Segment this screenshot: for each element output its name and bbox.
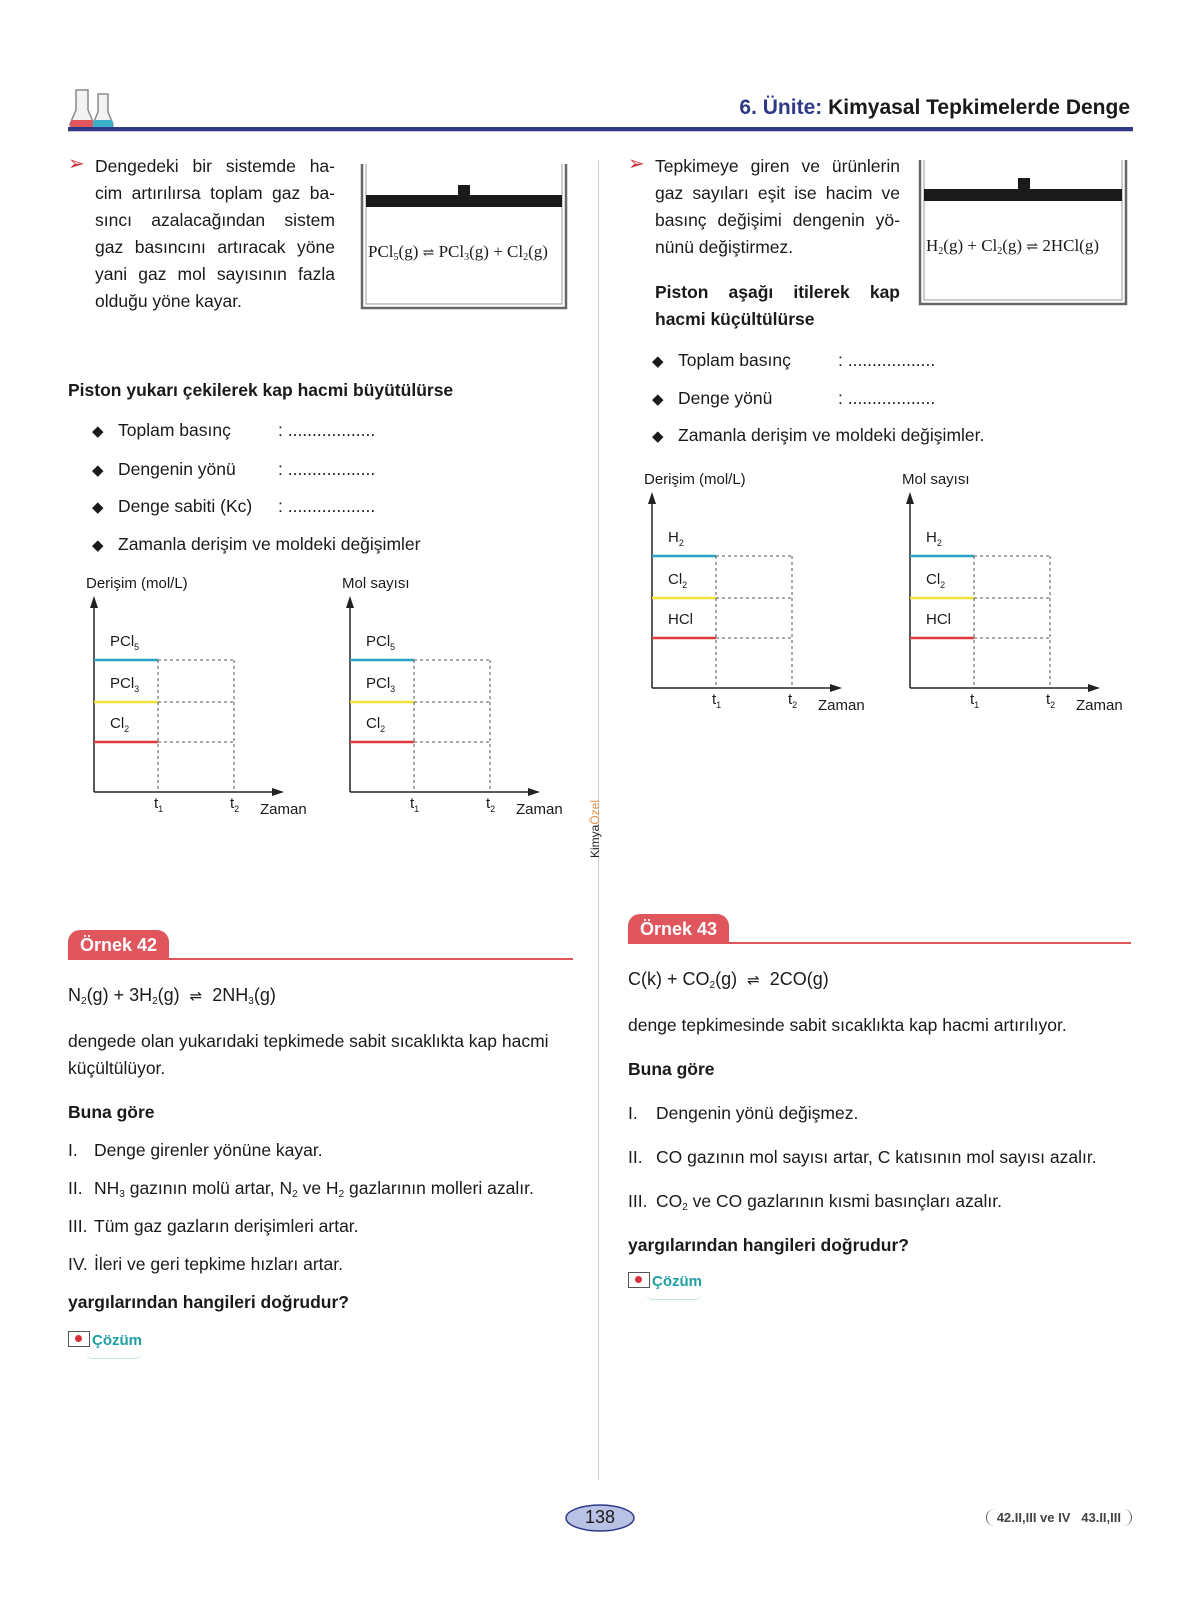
item-text: gazlarının molleri azalır. xyxy=(344,1178,534,1198)
intro-line: gaz basıncını artıracak yöne xyxy=(95,237,335,257)
series-label: $Cl_2$ xyxy=(926,571,946,590)
t2-label: $t_2$ xyxy=(1046,691,1056,710)
eq-sub: 2 xyxy=(709,980,716,991)
header-title xyxy=(739,96,1130,120)
series-label: HCl xyxy=(926,611,951,628)
example-43-question: yargılarından hangileri doğrudur? xyxy=(628,1235,909,1255)
item-number: III. xyxy=(68,1216,88,1236)
answer-42: 42.II,III ve IV xyxy=(996,1510,1071,1525)
graph-svg xyxy=(902,470,1142,720)
eq-sub: 2 xyxy=(938,246,944,257)
unit-title: Kimyasal Tepkimelerde Denge xyxy=(828,96,1130,119)
y-axis-label: Derişim (mol/L) xyxy=(86,575,188,592)
bullet-value: : .................. xyxy=(278,459,376,479)
vessel-equation xyxy=(926,236,1099,256)
intro-line: Tepkimeye giren ve ürünlerin xyxy=(655,156,900,176)
example-43-buna-gore: Buna göre xyxy=(628,1059,715,1079)
y-axis-arrow-icon xyxy=(648,492,656,504)
left-bullet xyxy=(92,418,376,444)
series-label: $H_2$ xyxy=(926,529,942,548)
eq-term: (g) xyxy=(715,969,738,989)
bullet-value: : .................. xyxy=(838,350,936,370)
intro-line: basınç değişimi dengenin yö- xyxy=(655,210,900,230)
unit-label: 6. Ünite: xyxy=(739,96,823,119)
example-43-solution-button[interactable] xyxy=(628,1272,702,1290)
video-icon xyxy=(68,1331,90,1347)
graph-mol-left xyxy=(342,574,582,824)
left-intro-arrow-icon: ➢ xyxy=(68,153,85,175)
eq-term: 2CO(g) xyxy=(769,969,829,989)
page-number: 138 xyxy=(584,1507,616,1527)
eq-term: H xyxy=(926,236,939,255)
intro-line: nünü değiştirmez. xyxy=(655,237,794,257)
eq-term: PCl xyxy=(438,242,465,261)
diamond-bullet-icon: ◆ xyxy=(92,499,104,516)
example-43-description: denge tepkimesinde sabit sıcaklıkta kap hacmi artırılıyor. xyxy=(628,1015,1067,1035)
example-43-item xyxy=(628,1100,858,1127)
x-axis-label: Zaman xyxy=(1076,697,1123,714)
item-number: IV. xyxy=(68,1254,88,1274)
left-bullet xyxy=(92,457,376,483)
right-bullet xyxy=(652,348,936,374)
t1-label: $t_1$ xyxy=(154,795,164,814)
example-43-rule xyxy=(628,942,1131,944)
graph-concentration-left xyxy=(86,574,326,824)
x-axis-label: Zaman xyxy=(260,801,307,818)
video-icon xyxy=(628,1272,650,1288)
page-number-badge xyxy=(564,1503,636,1533)
eq-sub: 3 xyxy=(464,252,470,263)
bullet-label: Toplam basınç xyxy=(678,350,791,370)
eq-term: (g) xyxy=(157,985,180,1005)
diamond-bullet-icon: ◆ xyxy=(92,423,104,440)
right-intro-text xyxy=(655,153,900,261)
example-42-description: dengede olan yukarıdaki tepkimede sabit sıcaklıkta kap hacmi küçültülüyor. xyxy=(68,1031,549,1078)
example-42-question: yargılarından hangileri doğrudur? xyxy=(68,1292,349,1312)
series-label: PCl$_5$ xyxy=(110,633,140,652)
intro-line: gaz sayıları eşit ise hacim ve xyxy=(655,183,900,203)
solution-underline xyxy=(646,1293,702,1300)
item-text: ve CO gazlarının kısmi basınçları azalır. xyxy=(687,1191,1002,1211)
example-43-item xyxy=(628,1188,1002,1215)
intro-line: olduğu yöne kayar. xyxy=(95,291,242,311)
eq-sub: 2 xyxy=(523,252,529,263)
eq-sub: 2 xyxy=(997,246,1003,257)
eq-term: PCl xyxy=(368,242,394,261)
intro-line: Dengedeki bir sistemde ha- xyxy=(95,156,335,176)
t2-label: $t_2$ xyxy=(486,795,496,814)
t1-label: $t_1$ xyxy=(410,795,420,814)
graph-mol-right xyxy=(902,470,1142,720)
eq-state: (g) xyxy=(398,242,419,261)
piston-vessel-left xyxy=(360,160,570,312)
eq-sub: 2 xyxy=(81,996,87,1007)
right-condition xyxy=(655,279,900,333)
t1-label: $t_1$ xyxy=(712,691,722,710)
diamond-bullet-icon: ◆ xyxy=(652,391,664,408)
eq-term: 2NH xyxy=(212,985,249,1005)
example-42-solution-button[interactable] xyxy=(68,1331,142,1349)
eq-term: N xyxy=(68,985,81,1005)
condition-line: hacmi küçültülürse xyxy=(655,309,815,329)
item-number: II. xyxy=(68,1178,83,1198)
bullet-value: : .................. xyxy=(838,388,936,408)
x-axis-arrow-icon xyxy=(272,788,284,796)
item-text: Tüm gaz gazların derişimleri artar. xyxy=(94,1216,359,1236)
bullet-label: Zamanla derişim ve moldeki değişimler xyxy=(118,534,421,554)
right-bullet xyxy=(652,423,984,449)
series-label: PCl$_3$ xyxy=(110,675,140,694)
condition-line: Piston aşağı itilerek kap xyxy=(655,282,900,302)
answer-43: 43.II,III xyxy=(1081,1510,1121,1525)
y-axis-label: Derişim (mol/L) xyxy=(644,471,746,488)
right-bullet xyxy=(652,386,936,412)
eq-sub: 2 xyxy=(152,996,158,1007)
item-text: ve H xyxy=(297,1178,339,1198)
series-label: $Cl_2$ xyxy=(668,571,688,590)
item-sub: 2 xyxy=(292,1189,298,1200)
item-number: I. xyxy=(628,1103,638,1123)
piston-vessel-right xyxy=(918,156,1130,308)
intro-line: cim artırılırsa toplam gaz ba- xyxy=(95,183,335,203)
item-text: CO xyxy=(656,1191,683,1211)
series-label: $Cl_2$ xyxy=(110,715,130,734)
series-label: HCl xyxy=(668,611,693,628)
side-brand xyxy=(588,800,602,858)
left-intro-text xyxy=(95,153,335,315)
series-label: $H_2$ xyxy=(668,529,684,548)
left-bullet xyxy=(92,494,376,520)
intro-line: yani gaz mol sayısının fazla xyxy=(95,264,335,284)
item-text: Dengenin yönü değişmez. xyxy=(656,1103,859,1123)
eq-state: (g) xyxy=(469,242,489,261)
eq-term: (g) + 3H xyxy=(86,985,153,1005)
x-axis-arrow-icon xyxy=(830,684,842,692)
solution-label: Çözüm xyxy=(652,1273,702,1290)
eq-term: 2HCl xyxy=(1042,236,1080,255)
example-43-item xyxy=(628,1144,1097,1171)
equilibrium-arrow-icon: ⇌ xyxy=(422,246,435,261)
vessel-equation xyxy=(368,242,548,262)
eq-term: (g) xyxy=(253,985,276,1005)
left-condition: Piston yukarı çekilerek kap hacmi büyütülürse xyxy=(68,380,454,400)
item-text: gazının molü artar, N xyxy=(124,1178,293,1198)
item-text: CO gazının mol sayısı artar, C katısının mol sayısı azalır. xyxy=(656,1147,1097,1167)
bullet-label: Zamanla derişim ve moldeki değişimler. xyxy=(678,425,985,445)
example-42-item xyxy=(68,1213,359,1240)
graph-svg xyxy=(342,574,582,824)
example-42-tab: Örnek 42 xyxy=(68,930,169,959)
header-logo-icon xyxy=(68,84,116,132)
example-42-buna-gore: Buna göre xyxy=(68,1102,155,1122)
diamond-bullet-icon: ◆ xyxy=(652,428,664,445)
eq-state: (g) xyxy=(943,236,964,255)
x-axis-label: Zaman xyxy=(818,697,865,714)
item-text: Denge girenler yönüne kayar. xyxy=(94,1140,323,1160)
series-label: PCl$_3$ xyxy=(366,675,396,694)
item-text: NH xyxy=(94,1178,120,1198)
t2-label: $t_2$ xyxy=(230,795,240,814)
header-rule-thin xyxy=(68,131,1133,132)
diamond-bullet-icon: ◆ xyxy=(92,537,104,554)
bullet-label: Dengenin yönü xyxy=(118,459,236,479)
solution-label: Çözüm xyxy=(92,1332,142,1349)
eq-sub: 5 xyxy=(393,252,399,263)
t1-label: $t_1$ xyxy=(970,691,980,710)
t2-label: $t_2$ xyxy=(788,691,798,710)
equilibrium-arrow-icon: ⇌ xyxy=(189,988,203,1005)
y-axis-arrow-icon xyxy=(906,492,914,504)
intro-line: sıncı azalacağından sistem xyxy=(95,210,335,230)
x-axis-arrow-icon xyxy=(1088,684,1100,692)
side-brand-b: Özel xyxy=(588,799,602,825)
series-label: PCl$_5$ xyxy=(366,633,396,652)
bullet-label: Toplam basınç xyxy=(118,420,231,440)
diamond-bullet-icon: ◆ xyxy=(92,462,104,479)
item-sub: 2 xyxy=(682,1202,688,1213)
eq-term: Cl xyxy=(507,242,524,261)
equilibrium-arrow-icon: ⇌ xyxy=(1026,240,1039,255)
y-axis-label: Mol sayısı xyxy=(902,471,970,488)
bullet-value: : .................. xyxy=(278,420,376,440)
side-brand-a: Kimya xyxy=(588,824,602,858)
solution-underline xyxy=(86,1352,142,1359)
answer-key xyxy=(986,1509,1132,1526)
example-42-item xyxy=(68,1175,534,1202)
example-42-item xyxy=(68,1251,343,1278)
eq-state: (g) xyxy=(528,242,548,261)
example-43-equation xyxy=(628,969,829,990)
eq-term: Cl xyxy=(981,236,998,255)
diamond-bullet-icon: ◆ xyxy=(652,353,664,370)
item-number: III. xyxy=(628,1191,648,1211)
graph-concentration-right xyxy=(644,470,884,720)
right-intro-arrow-icon: ➢ xyxy=(628,153,645,175)
eq-term: C(k) + CO xyxy=(628,969,710,989)
item-number: II. xyxy=(628,1147,643,1167)
equilibrium-arrow-icon: ⇌ xyxy=(747,972,760,989)
bullet-label: Denge yönü xyxy=(678,388,773,408)
left-bullet xyxy=(92,532,420,558)
graph-svg xyxy=(86,574,326,824)
example-42-item xyxy=(68,1137,323,1164)
bullet-value: : .................. xyxy=(278,496,376,516)
eq-state: (g) xyxy=(1002,236,1023,255)
y-axis-arrow-icon xyxy=(90,596,98,608)
eq-plus: + xyxy=(493,242,503,261)
eq-sub: 3 xyxy=(248,996,254,1007)
eq-state: (g) xyxy=(1079,236,1099,255)
graph-svg xyxy=(644,470,884,720)
y-axis-label: Mol sayısı xyxy=(342,575,410,592)
example-43-tab: Örnek 43 xyxy=(628,914,729,943)
bullet-label: Denge sabiti (Kc) xyxy=(118,496,253,516)
item-sub: 2 xyxy=(338,1189,345,1200)
x-axis-label: Zaman xyxy=(516,801,563,818)
eq-plus: + xyxy=(967,236,977,255)
item-text: İleri ve geri tepkime hızları artar. xyxy=(94,1254,343,1274)
example-42-rule xyxy=(68,958,573,960)
example-42-equation xyxy=(68,985,276,1006)
item-sub: 3 xyxy=(119,1189,125,1200)
x-axis-arrow-icon xyxy=(528,788,540,796)
item-number: I. xyxy=(68,1140,78,1160)
y-axis-arrow-icon xyxy=(346,596,354,608)
series-label: $Cl_2$ xyxy=(366,715,386,734)
